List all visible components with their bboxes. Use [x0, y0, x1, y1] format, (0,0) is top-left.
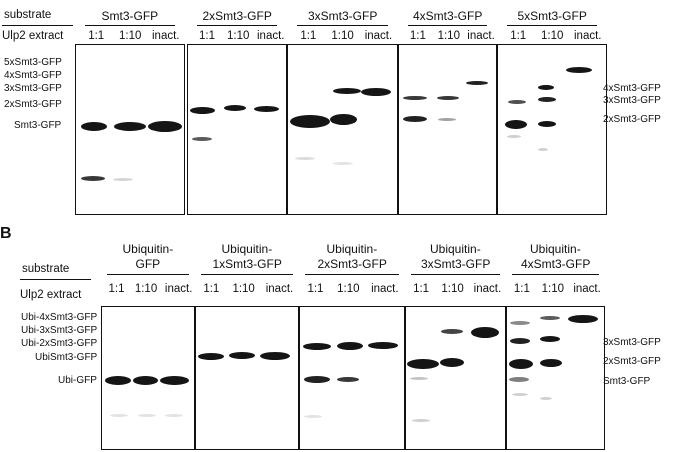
- western-blot-panel: [398, 44, 497, 215]
- gel-band: [538, 148, 548, 151]
- lane-label-1-1: 1:1: [409, 30, 426, 42]
- lane-label-inact: inact.: [573, 283, 601, 295]
- band-marker-right: 2xSmt3-GFP: [603, 114, 661, 125]
- substrate-header-line2: 1xSmt3-GFP: [212, 257, 282, 271]
- gel-band: [540, 336, 560, 342]
- substrate-label: substrate: [4, 9, 52, 21]
- substrate-header-line1: Ubiquitin-: [430, 242, 481, 256]
- gel-band: [440, 358, 464, 367]
- gel-band: [333, 88, 361, 94]
- lane-label-1-1: 1:1: [413, 283, 430, 295]
- gel-band: [407, 359, 439, 369]
- band-marker-left: UbiSmt3-GFP: [35, 352, 98, 363]
- substrate-header: Smt3-GFP: [101, 9, 159, 23]
- gel-band: [337, 342, 363, 350]
- band-marker-left: Ubi-3xSmt3-GFP: [21, 325, 98, 336]
- gel-band: [510, 321, 530, 325]
- gel-band: [509, 359, 533, 369]
- header-underline: [197, 25, 277, 26]
- gel-band: [160, 376, 189, 385]
- gel-band: [466, 81, 488, 85]
- band-marker-left: 3xSmt3-GFP: [4, 83, 62, 94]
- gel-band: [138, 414, 156, 417]
- band-marker-right: 3xSmt3-GFP: [603, 337, 661, 348]
- header-underline: [305, 274, 399, 275]
- band-marker-right: 3xSmt3-GFP: [603, 95, 661, 106]
- gel-band: [540, 316, 560, 320]
- gel-band: [81, 176, 105, 181]
- substrate-header-line1: Ubiquitin-: [122, 242, 174, 256]
- lane-label-inact: inact.: [152, 30, 180, 42]
- lane-label-1-10: 1:10: [227, 30, 250, 42]
- lane-label-1-1: 1:1: [203, 283, 220, 295]
- lane-label-inact: inact.: [257, 30, 285, 42]
- lane-label-1-1: 1:1: [300, 30, 317, 42]
- lane-label-inact: inact.: [574, 30, 602, 42]
- lane-label-1-1: 1:1: [513, 283, 530, 295]
- gel-band: [361, 88, 391, 96]
- band-marker-left: 4xSmt3-GFP: [4, 70, 62, 81]
- header-underline: [512, 274, 599, 275]
- lane-label-1-10: 1:10: [337, 283, 360, 295]
- lane-label-1-1: 1:1: [199, 30, 215, 42]
- gel-band: [403, 96, 427, 100]
- lane-label-inact: inact.: [364, 30, 393, 42]
- western-blot-panel: [187, 44, 287, 215]
- gel-band: [507, 135, 521, 138]
- gel-band: [330, 114, 357, 125]
- gel-band: [304, 415, 322, 418]
- gel-band: [438, 118, 456, 121]
- gel-band: [165, 414, 183, 417]
- gel-band: [81, 122, 107, 131]
- header-underline: [507, 25, 597, 26]
- gel-band: [303, 343, 331, 350]
- gel-band: [368, 342, 398, 349]
- gel-band: [538, 97, 556, 102]
- gel-band: [113, 178, 133, 181]
- substrate-header-line1: Ubiquitin-: [326, 242, 378, 256]
- gel-band: [510, 338, 530, 344]
- header-underline: [201, 274, 293, 275]
- gel-band: [295, 157, 315, 160]
- band-marker-left: Ubi-4xSmt3-GFP: [21, 312, 98, 323]
- substrate-header: 3xSmt3-GFP: [308, 9, 378, 23]
- gel-band: [260, 352, 290, 360]
- header-underline: [408, 25, 487, 26]
- gel-band: [509, 377, 529, 382]
- gel-band: [304, 376, 330, 383]
- gel-band: [538, 85, 554, 90]
- substrate-underline: [2, 25, 73, 26]
- lane-label-1-10: 1:10: [331, 30, 354, 42]
- substrate-header-line2: 4xSmt3-GFP: [521, 257, 591, 271]
- gel-band: [410, 377, 428, 380]
- gel-band: [105, 376, 131, 385]
- lane-label-inact: inact.: [265, 283, 294, 295]
- gel-band: [192, 137, 212, 141]
- gel-band: [540, 397, 552, 400]
- header-underline: [297, 25, 388, 26]
- gel-band: [538, 121, 556, 127]
- gel-band: [512, 393, 528, 396]
- gel-band: [441, 329, 463, 334]
- gel-band: [566, 67, 592, 73]
- substrate-label: substrate: [22, 263, 70, 275]
- substrate-header-line1: Ubiquitin-: [221, 242, 273, 256]
- gel-band: [148, 121, 182, 132]
- header-underline: [85, 25, 175, 26]
- band-marker-left: 2xSmt3-GFP: [4, 99, 62, 110]
- lane-label-1-1: 1:1: [307, 283, 324, 295]
- gel-band: [229, 352, 255, 359]
- band-marker-right: Smt3-GFP: [603, 376, 651, 387]
- gel-band: [568, 315, 598, 323]
- lane-label-1-10: 1:10: [134, 283, 158, 295]
- band-marker-right: 4xSmt3-GFP: [603, 83, 661, 94]
- gel-band: [333, 162, 353, 165]
- gel-band: [114, 122, 146, 131]
- substrate-header-line2: 2xSmt3-GFP: [317, 257, 387, 271]
- western-blot-panel: [287, 44, 398, 215]
- substrate-underline: [20, 279, 91, 280]
- gel-band: [471, 327, 499, 338]
- band-marker-left: Ubi-GFP: [58, 375, 97, 386]
- lane-label-1-10: 1:10: [232, 283, 255, 295]
- gel-band: [190, 107, 215, 114]
- gel-band: [110, 414, 128, 417]
- lane-label-1-1: 1:1: [108, 283, 125, 295]
- band-marker-left: Ubi-2xSmt3-GFP: [21, 338, 98, 349]
- band-marker-right: 2xSmt3-GFP: [603, 356, 661, 367]
- lane-label-1-10: 1:10: [437, 30, 460, 42]
- band-marker-left: Smt3-GFP: [14, 120, 62, 131]
- panel-label: B: [0, 225, 12, 242]
- substrate-header-line2: 3xSmt3-GFP: [421, 257, 491, 271]
- gel-band: [290, 115, 330, 128]
- gel-band: [505, 120, 527, 129]
- gel-band: [254, 106, 279, 112]
- extract-label: Ulp2 extract: [20, 289, 82, 301]
- substrate-header-line1: Ubiquitin-: [530, 242, 581, 256]
- gel-band: [337, 377, 359, 382]
- gel-band: [403, 116, 427, 122]
- lane-label-1-1: 1:1: [510, 30, 527, 42]
- gel-band: [508, 100, 526, 104]
- western-blot-panel: [195, 306, 299, 450]
- lane-label-1-10: 1:10: [541, 30, 564, 42]
- header-underline: [107, 274, 189, 275]
- lane-label-1-10: 1:10: [541, 283, 565, 295]
- gel-band: [412, 419, 430, 422]
- substrate-header-line2: GFP: [135, 257, 161, 271]
- gel-band: [198, 353, 224, 360]
- gel-band: [224, 105, 246, 111]
- gel-band: [133, 376, 158, 385]
- gel-band: [437, 96, 459, 100]
- header-underline: [411, 274, 500, 275]
- lane-label-inact: inact.: [467, 30, 495, 42]
- lane-label-1-10: 1:10: [119, 30, 142, 42]
- substrate-header: 5xSmt3-GFP: [517, 9, 587, 23]
- lane-label-inact: inact.: [164, 283, 193, 295]
- lane-label-inact: inact.: [371, 283, 399, 295]
- band-marker-left: 5xSmt3-GFP: [4, 57, 62, 68]
- extract-label: Ulp2 extract: [2, 30, 64, 42]
- lane-label-inact: inact.: [473, 283, 502, 295]
- substrate-header: 2xSmt3-GFP: [202, 9, 272, 23]
- lane-label-1-1: 1:1: [88, 30, 105, 42]
- substrate-header: 4xSmt3-GFP: [413, 9, 483, 23]
- gel-band: [540, 359, 562, 367]
- lane-label-1-10: 1:10: [441, 283, 464, 295]
